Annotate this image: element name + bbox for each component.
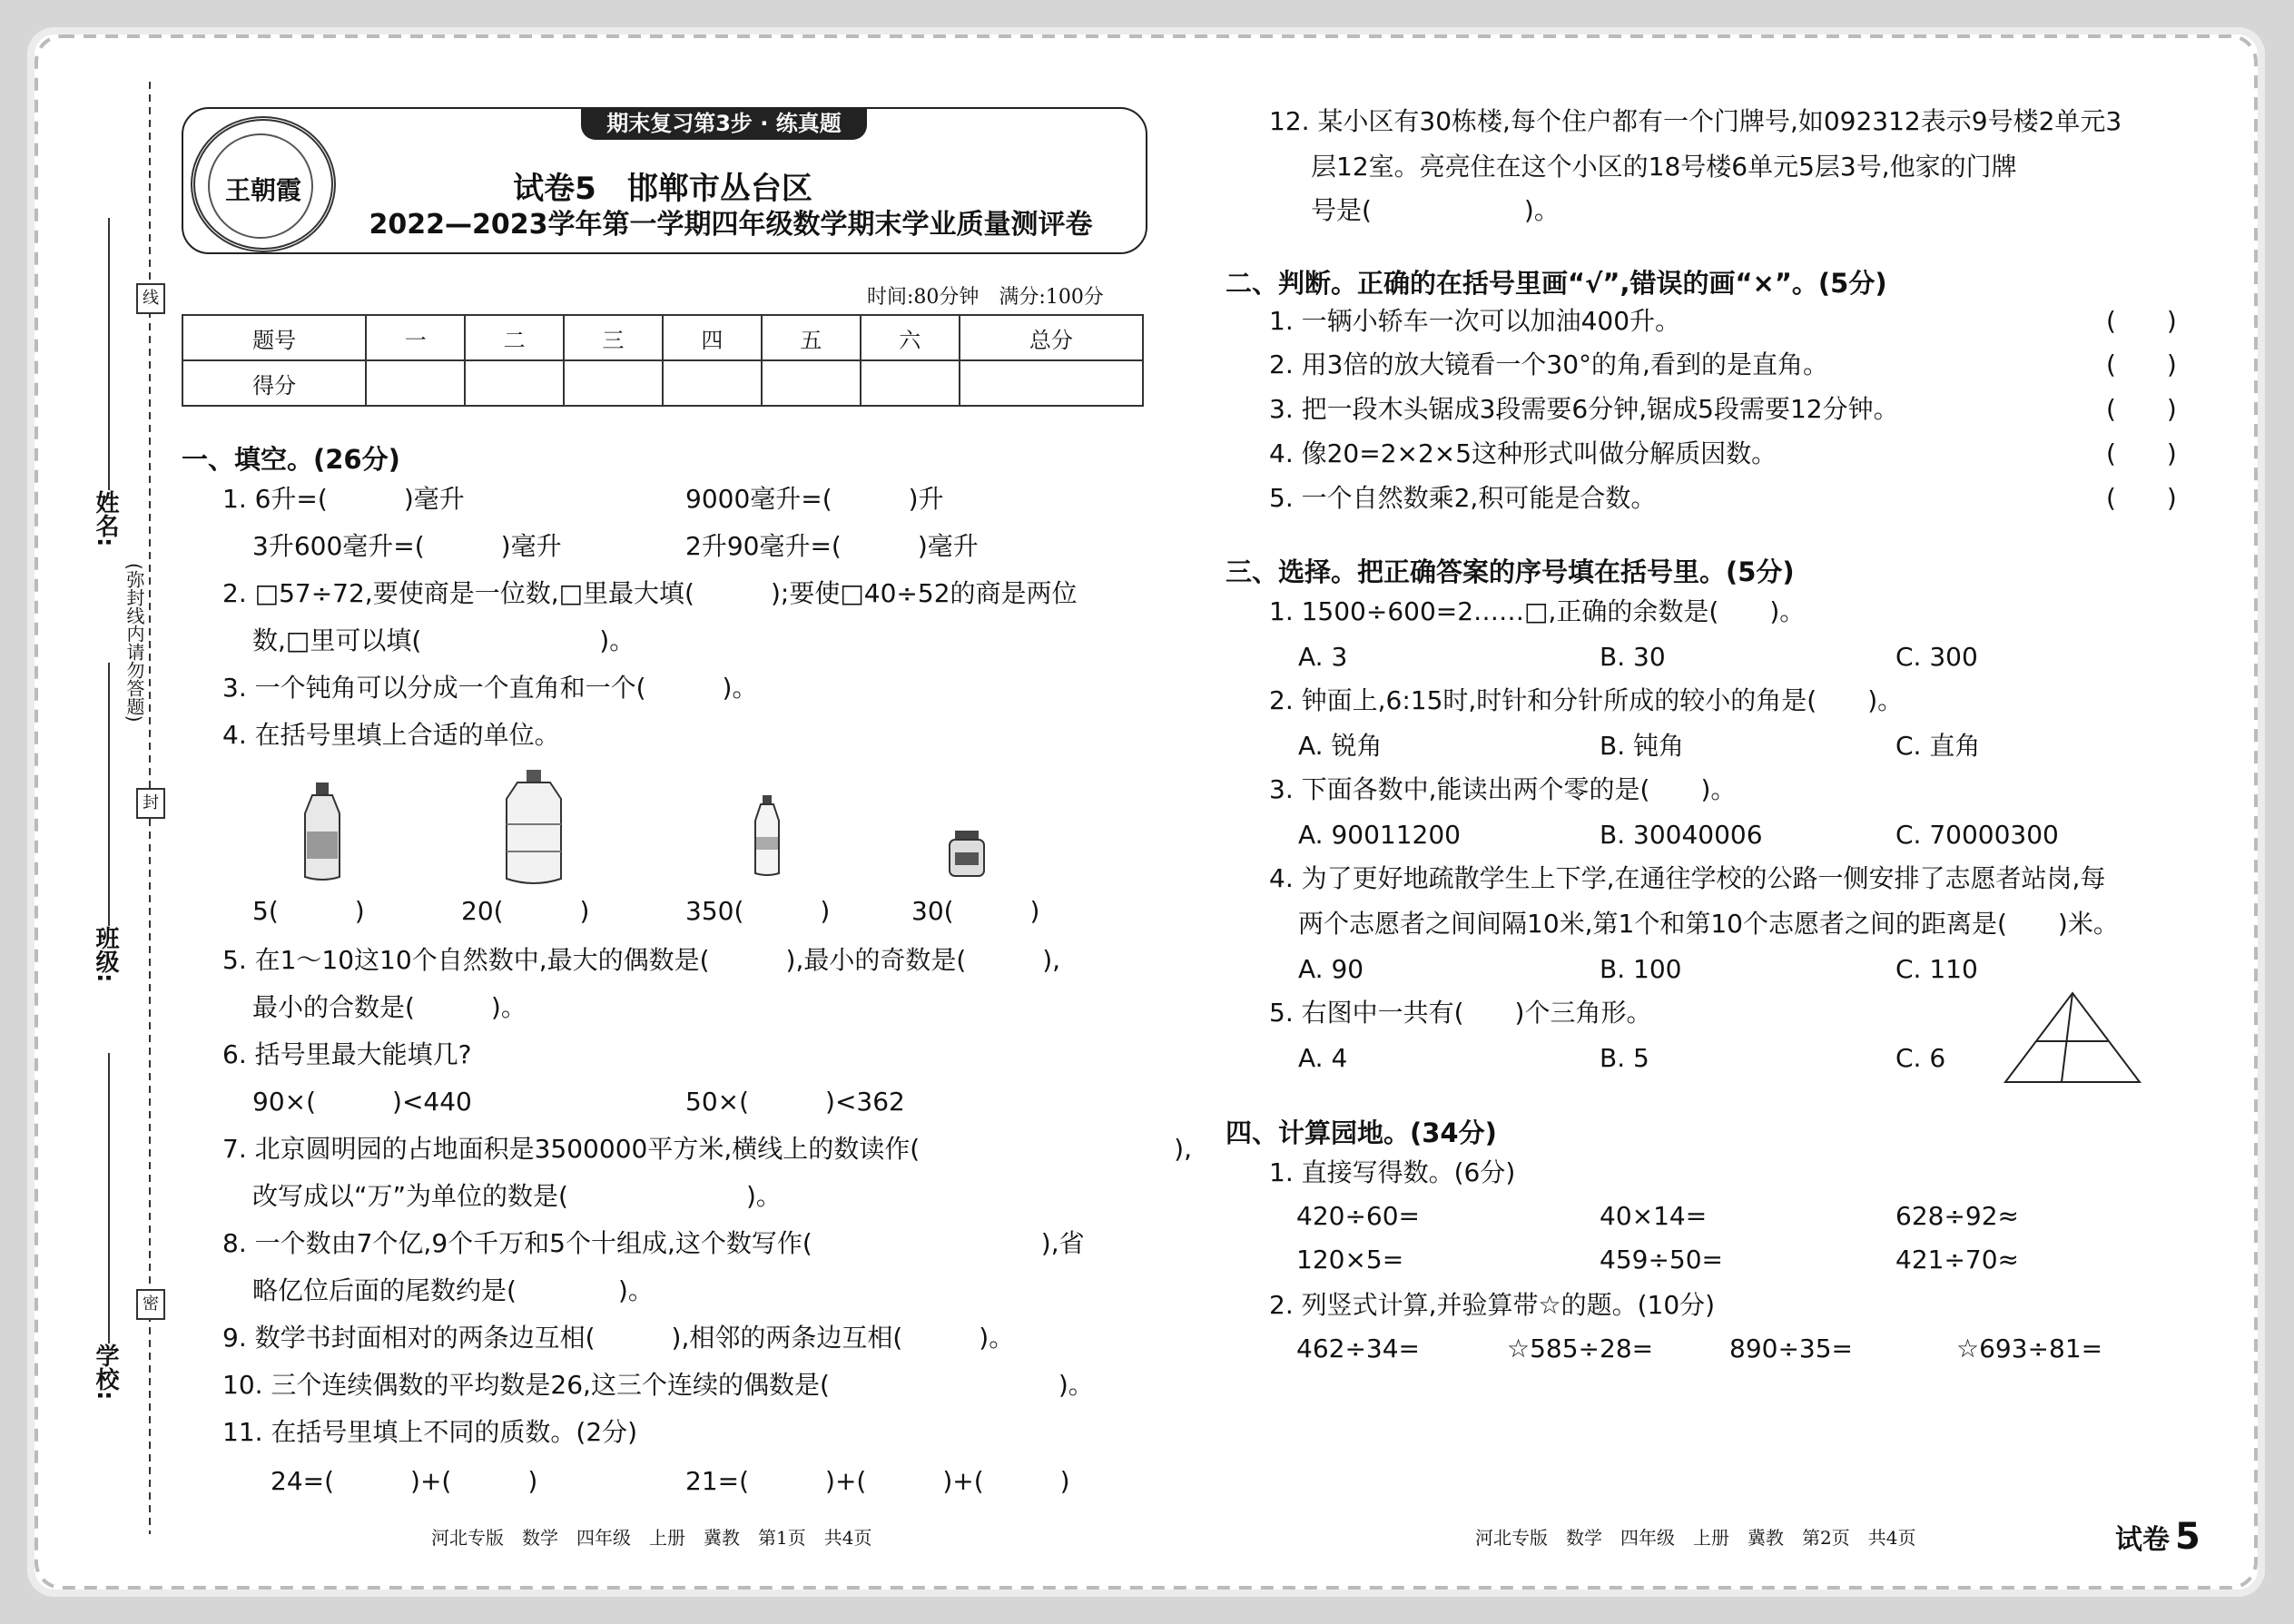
choice-3-a[interactable]: A. 90011200 <box>1298 820 1461 850</box>
choice-2-a[interactable]: A. 锐角 <box>1298 731 1383 761</box>
q4-item-1: 5( ) <box>252 896 365 926</box>
footer-right: 河北专版 数学 四年级 上册 冀教 第2页 共4页 <box>1475 1527 1916 1549</box>
q6-b: 50×( )<362 <box>685 1087 905 1117</box>
q2-b: 数,□里可以填( )。 <box>252 625 635 655</box>
q11: 11. 在括号里填上不同的质数。(2分) <box>222 1417 638 1447</box>
choice-2-b[interactable]: B. 钝角 <box>1600 731 1685 761</box>
q5-b: 最小的合数是( )。 <box>252 992 527 1022</box>
choice-5-a[interactable]: A. 4 <box>1298 1043 1348 1073</box>
calc-2-title: 2. 列竖式计算,并验算带☆的题。(10分) <box>1269 1290 1716 1320</box>
judge-answer-1[interactable]: ( ) <box>2106 306 2177 336</box>
choice-3: 3. 下面各数中,能读出两个零的是( )。 <box>1269 774 1737 804</box>
choice-3-b[interactable]: B. 30040006 <box>1600 820 1763 850</box>
calc2-item: ☆585÷28= <box>1507 1334 1654 1363</box>
choice-1: 1. 1500÷600=2……□,正确的余数是( )。 <box>1269 596 1806 626</box>
calc2-item: ☆693÷81= <box>1956 1334 2103 1363</box>
q4-item-2: 20( ) <box>461 896 590 926</box>
score-row <box>182 360 1143 406</box>
paper-label-text: 试卷 <box>2115 1524 2170 1556</box>
triangle-figure <box>2002 989 2143 1086</box>
choice-4-a: 4. 为了更好地疏散学生上下学,在通往学校的公路一侧安排了志愿者站岗,每 <box>1269 863 2106 893</box>
q5-a: 5. 在1～10这10个自然数中,最大的偶数是( ),最小的奇数是( ), <box>222 945 1061 975</box>
calc2-item: 890÷35= <box>1729 1334 1853 1363</box>
q4-item-4: 30( ) <box>911 896 1040 926</box>
calc-item: 459÷50= <box>1600 1245 1723 1275</box>
q12-b: 层12室。亮亮住在这个小区的18号楼6单元5层3号,他家的门牌 <box>1311 152 2017 182</box>
choice-2-c[interactable]: C. 直角 <box>1895 731 1981 761</box>
q2-a: 2. □57÷72,要使商是一位数,□里最大填( );要使□40÷52的商是两位 <box>222 578 1078 608</box>
judge-3: 3. 把一段木头锯成3段需要6分钟,锯成5段需要12分钟。 <box>1269 394 1899 424</box>
choice-5-b[interactable]: B. 5 <box>1600 1043 1649 1073</box>
score-cell[interactable] <box>465 360 564 406</box>
name-line <box>107 218 111 490</box>
score-header-cell: 五 <box>762 315 861 360</box>
line-mark-mi: 密 <box>136 1289 165 1320</box>
judge-5: 5. 一个自然数乘2,积可能是合数。 <box>1269 483 1657 513</box>
score-table <box>182 314 1144 407</box>
score-cell[interactable] <box>663 360 762 406</box>
judge-answer-4[interactable]: ( ) <box>2106 438 2177 468</box>
calc-item: 420÷60= <box>1296 1201 1420 1231</box>
score-row-label: 得分 <box>182 360 366 406</box>
judge-answer-2[interactable]: ( ) <box>2106 349 2177 379</box>
q1-d: 2升90毫升=( )毫升 <box>685 531 979 561</box>
label-class: 班级: <box>92 926 119 983</box>
water-bucket-image <box>497 770 570 888</box>
paper-subtitle: 2022—2023学年第一学期四年级数学期末学业质量测评卷 <box>369 209 1093 241</box>
water-bottle-image <box>752 795 783 877</box>
score-header-cell: 总分 <box>960 315 1143 360</box>
score-header-cell: 四 <box>663 315 762 360</box>
calc-item: 628÷92≈ <box>1895 1201 2019 1231</box>
choice-1-a[interactable]: A. 3 <box>1298 642 1348 672</box>
calc-1-title: 1. 直接写得数。(6分) <box>1269 1157 1516 1187</box>
judge-answer-3[interactable]: ( ) <box>2106 394 2177 424</box>
score-cell[interactable] <box>960 360 1143 406</box>
score-header-cell: 一 <box>366 315 465 360</box>
label-name: 姓名: <box>92 490 119 547</box>
logo-text: 王朝霞 <box>224 175 301 205</box>
choice-2: 2. 钟面上,6:15时,时针和分针所成的较小的角是( )。 <box>1269 685 1904 715</box>
q3: 3. 一个钝角可以分成一个直角和一个( )。 <box>222 673 758 703</box>
q12-a: 12. 某小区有30栋楼,每个住户都有一个门牌号,如092312表示9号楼2单元3 <box>1269 106 2122 136</box>
choice-5-c[interactable]: C. 6 <box>1895 1043 1946 1073</box>
score-header-cell: 二 <box>465 315 564 360</box>
exam-sheet <box>27 27 2265 1597</box>
q6: 6. 括号里最大能填几? <box>222 1039 472 1069</box>
section-2-title: 二、判断。正确的在括号里画“√”,错误的画“×”。(5分) <box>1226 268 1887 299</box>
school-line <box>107 1053 111 1343</box>
score-cell[interactable] <box>762 360 861 406</box>
choice-4-b: 两个志愿者之间间隔10米,第1个和第10个志愿者之间的距离是( )米。 <box>1298 909 2119 939</box>
choice-3-c[interactable]: C. 70000300 <box>1895 820 2059 850</box>
q11-b: 21=( )+( )+( ) <box>685 1466 1070 1496</box>
section-4-title: 四、计算园地。(34分) <box>1226 1117 1497 1148</box>
banner: 期末复习第3步 · 练真题 <box>581 107 867 140</box>
score-header-cell: 三 <box>564 315 663 360</box>
q8-b: 略亿位后面的尾数约是( )。 <box>252 1275 654 1305</box>
choice-4-opt-a[interactable]: A. 90 <box>1298 954 1364 984</box>
choice-1-b[interactable]: B. 30 <box>1600 642 1666 672</box>
q1-a: 1. 6升=( )毫升 <box>222 484 465 514</box>
q11-a: 24=( )+( ) <box>271 1466 538 1496</box>
score-cell[interactable] <box>564 360 663 406</box>
judge-answer-5[interactable]: ( ) <box>2106 483 2177 513</box>
q12-c: 号是( )。 <box>1311 195 1560 225</box>
choice-4-opt-c[interactable]: C. 110 <box>1895 954 1978 984</box>
q6-a: 90×( )<440 <box>252 1087 472 1117</box>
paper-label <box>2115 1516 2200 1558</box>
q7-a: 7. 北京圆明园的占地面积是3500000平方米,横线上的数读作( ), <box>222 1134 1192 1164</box>
choice-5: 5. 右图中一共有( )个三角形。 <box>1269 998 1652 1028</box>
calc2-item: 462÷34= <box>1296 1334 1420 1363</box>
small-jar-image <box>946 831 988 878</box>
score-cell[interactable] <box>366 360 465 406</box>
calc-item: 421÷70≈ <box>1895 1245 2019 1275</box>
wavy-border <box>27 27 2265 1597</box>
calc-item: 40×14= <box>1600 1201 1708 1231</box>
footer-left: 河北专版 数学 四年级 上册 冀教 第1页 共4页 <box>431 1527 872 1549</box>
line-mark-feng: 封 <box>136 788 165 819</box>
line-mark-xian: 线 <box>136 283 165 314</box>
label-school: 学校: <box>92 1343 119 1401</box>
time-info: 时间:80分钟 满分:100分 <box>867 286 1104 309</box>
q7-b: 改写成以“万”为单位的数是( )。 <box>252 1181 782 1211</box>
score-header-row <box>182 315 1143 360</box>
choice-4-opt-b[interactable]: B. 100 <box>1600 954 1682 984</box>
binding-notice: (弥封线内请勿答题) <box>123 563 145 723</box>
q9: 9. 数学书封面相对的两条边互相( ),相邻的两条边互相( )。 <box>222 1323 1015 1353</box>
q4-item-3: 350( ) <box>685 896 831 926</box>
score-cell[interactable] <box>861 360 960 406</box>
paper-number: 5 <box>2175 1516 2200 1558</box>
q1-c: 3升600毫升=( )毫升 <box>252 531 562 561</box>
judge-2: 2. 用3倍的放大镜看一个30°的角,看到的是直角。 <box>1269 349 1828 379</box>
choice-1-c[interactable]: C. 300 <box>1895 642 1978 672</box>
judge-4: 4. 像20=2×2×5这种形式叫做分解质因数。 <box>1269 438 1777 468</box>
calc-item: 120×5= <box>1296 1245 1404 1275</box>
score-header-cell: 题号 <box>182 315 366 360</box>
section-3-title: 三、选择。把正确答案的序号填在括号里。(5分) <box>1226 556 1795 587</box>
q8-a: 8. 一个数由7个亿,9个千万和5个十组成,这个数写作( ),省 <box>222 1228 1085 1258</box>
section-1-title: 一、填空。(26分) <box>182 444 400 475</box>
q1-b: 9000毫升=( )升 <box>685 484 944 514</box>
paper-title: 试卷5 邯郸市丛台区 <box>513 171 812 207</box>
score-header-cell: 六 <box>861 315 960 360</box>
class-line <box>107 663 111 926</box>
q10: 10. 三个连续偶数的平均数是26,这三个连续的偶数是( )。 <box>222 1370 1094 1400</box>
q4: 4. 在括号里填上合适的单位。 <box>222 720 560 750</box>
judge-1: 1. 一辆小轿车一次可以加油400升。 <box>1269 306 1681 336</box>
oil-bottle-image <box>300 782 345 882</box>
